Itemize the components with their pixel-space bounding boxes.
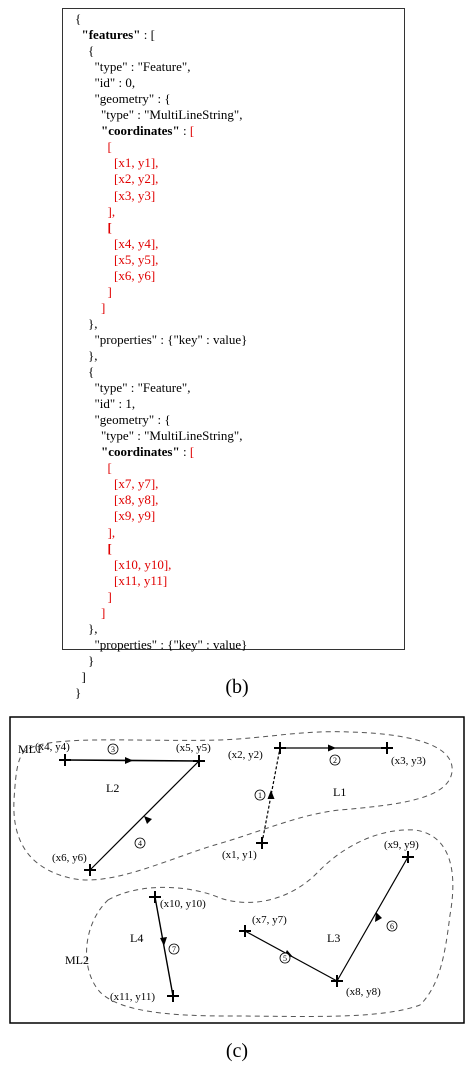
segment-6-arrow [375,912,382,922]
code-token: } [88,652,95,668]
code-token: "type" : "MultiLineString", [101,428,243,444]
code-token: "features" [81,27,141,43]
code-token: [ [107,540,112,556]
segment-4-number: 4 [138,839,142,848]
point-label-p7: (x7, y7) [252,914,287,926]
code-token: "id" : 1, [94,396,136,412]
code-token: "properties" : {"key" : value} [94,636,248,652]
code-token: "type" : "Feature", [94,59,191,75]
code-token: [x4, y4], [114,235,159,251]
point-label-p1: (x1, y1) [222,849,257,861]
code-token: ], [107,524,116,540]
code-token: [x8, y8], [114,492,159,508]
line-label-l1: L1 [333,785,347,799]
code-token: { [88,364,95,380]
code-token: ] [101,604,106,620]
segment-5-number: 5 [283,954,287,963]
vertex-p3 [381,742,393,754]
code-token: ], [107,203,116,219]
line-label-l3: L3 [327,931,341,945]
point-label-p11: (x11, y11) [110,991,156,1003]
point-label-p6: (x6, y6) [52,852,87,864]
segment-4-line [90,761,199,870]
code-token: [x10, y10], [114,556,172,572]
segment-7-arrow [160,937,167,946]
code-token: ] [107,283,112,299]
code-token: "geometry" : { [94,412,171,428]
vertex-p1 [256,837,268,849]
code-token: [ [189,123,195,139]
segment-2-arrow [328,745,336,752]
point-label-p8: (x8, y8) [346,986,381,998]
code-token: }, [88,620,98,636]
code-token: "geometry" : { [94,91,171,107]
code-token: "properties" : {"key" : value} [94,331,248,347]
code-token: "id" : 0, [94,75,136,91]
vertex-p2 [274,742,286,754]
code-token: [x9, y9] [114,508,156,524]
code-token: [x5, y5], [114,251,159,267]
code-token: [x7, y7], [114,476,159,492]
code-token: [ [107,219,112,235]
group-label-ml2: ML2 [65,953,89,967]
code-token: { [75,11,82,26]
code-token: { [88,43,95,59]
vertex-p11 [167,990,179,1002]
code-token: "coordinates" [101,444,180,460]
code-token: ] [107,588,112,604]
point-label-p9: (x9, y9) [384,839,419,851]
code-token: "type" : "Feature", [94,380,191,396]
point-label-p4: (x4, y4) [35,741,70,753]
code-token: "coordinates" [101,123,180,139]
point-label-p3: (x3, y3) [391,755,426,767]
code-token: [x3, y3] [114,187,156,203]
segment-3-number: 3 [111,745,115,754]
code-token: [x11, y11] [114,572,168,588]
segment-6-line [337,857,408,981]
code-token: [ [107,460,112,476]
vertex-p7 [239,925,251,937]
code-token: [x1, y1], [114,155,159,171]
point-label-p2: (x2, y2) [228,749,263,761]
line-label-l2: L2 [106,781,120,795]
code-token: [x6, y6] [114,267,156,283]
vertex-p4 [59,754,71,766]
code-token: : [179,444,190,460]
segment-1-number: 1 [258,791,262,800]
caption-c [0,1040,474,1063]
caption-c-text: (c) [225,1040,249,1062]
code-token: : [179,123,190,139]
code-token: "type" : "MultiLineString", [101,107,243,123]
code-token: [ [107,139,112,155]
code-token: : [ [140,27,155,43]
code-token: } [75,684,82,700]
code-token: [x2, y2], [114,171,159,187]
point-label-p10: (x10, y10) [160,898,206,910]
group-label-ml1: ML1 [18,742,42,756]
code-token: }, [88,347,98,363]
caption-b-text: (b) [225,676,249,698]
vertex-p9 [402,851,414,863]
vertex-p8 [331,975,343,987]
segment-1-arrow [268,790,275,799]
code-token: ] [101,299,106,315]
line-label-l4: L4 [130,931,144,945]
segment-4-arrow [144,816,152,824]
code-token: }, [88,315,98,331]
segment-3-arrow [125,757,133,764]
segment-7-number: 7 [172,945,176,954]
code-token: ] [81,668,86,684]
segment-2-number: 2 [333,756,337,765]
code-token: [ [189,444,195,460]
segment-6-number: 6 [390,922,394,931]
point-label-p5: (x5, y5) [176,742,211,754]
